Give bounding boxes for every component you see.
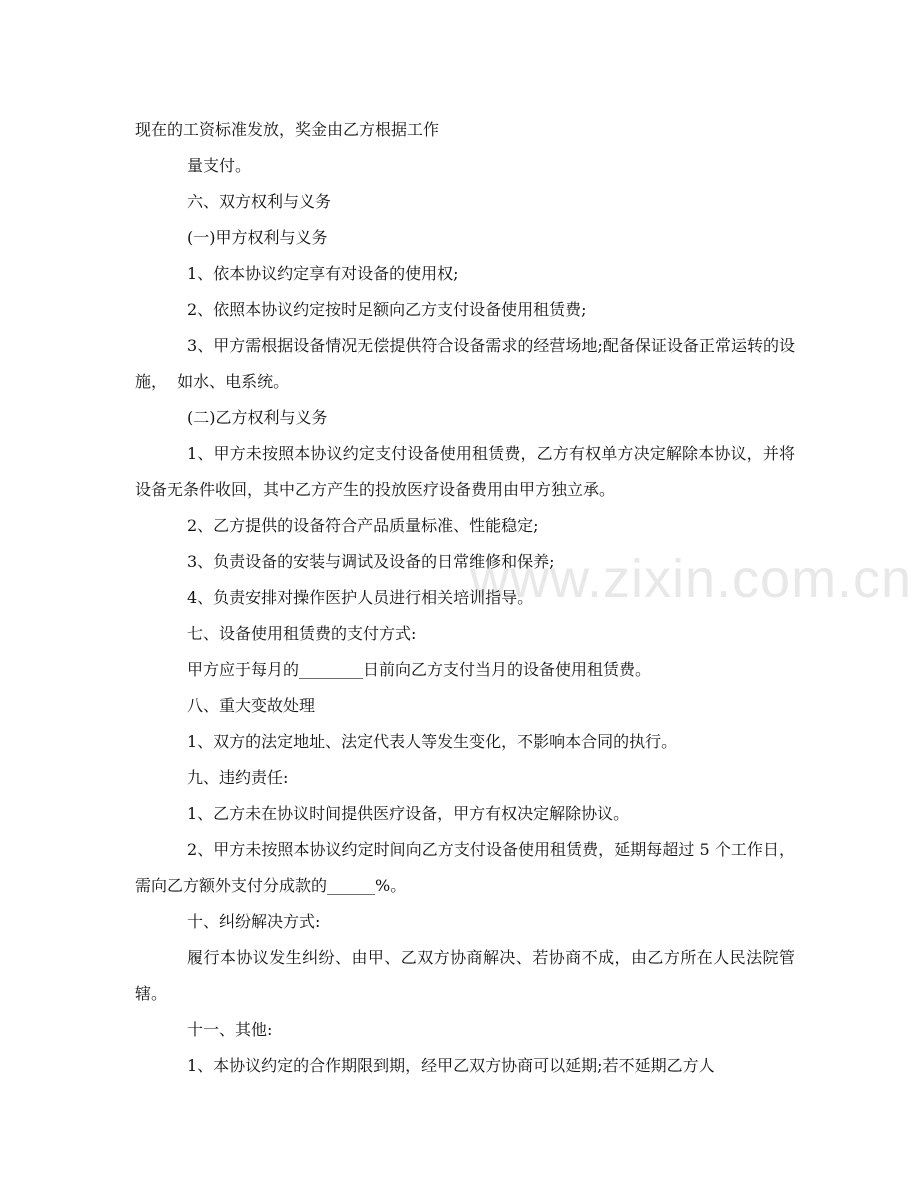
paragraph: 2、依照本协议约定按时足额向乙方支付设备使用租赁费; [187, 300, 587, 319]
paragraph: 1、依本协议约定享有对设备的使用权; [187, 264, 459, 283]
paragraph: 量支付。 [187, 156, 252, 175]
paragraph: 3、负责设备的安装与调试及设备的日常维修和保养; [187, 552, 555, 571]
paragraph: 1、双方的法定地址、法定代表人等发生变化，不影响本合同的执行。 [187, 732, 678, 751]
paragraph: 十、纠纷解决方式: [187, 912, 321, 931]
paragraph: 七、设备使用租赁费的支付方式: [187, 624, 417, 643]
paragraph: 甲方应于每月的________日前向乙方支付当月的设备使用租赁费。 [187, 660, 652, 679]
document-body [135, 112, 795, 1084]
paragraph: 十一、其他: [187, 1020, 273, 1039]
paragraph: 八、重大变故处理 [187, 696, 316, 715]
paragraph: 现在的工资标准发放，奖金由乙方根据工作 [135, 120, 440, 139]
paragraph: 3、甲方需根据设备情况无偿提供符合设备需求的经营场地;配备保证设备正常运转的设施， 如水、电系统。 [135, 336, 795, 391]
paragraph: 1、甲方未按照本协议约定支付设备使用租赁费，乙方有权单方决定解除本协议，并将设备无条件收回，其中乙方产生的投放医疗设备费用由甲方独立承。 [135, 444, 795, 499]
paragraph: 2、甲方未按照本协议约定时间向乙方支付设备使用租赁费，延期每超过 5 个工作日，需向乙方额外支付分成款的______%。 [135, 840, 795, 895]
paragraph: 履行本协议发生纠纷、由甲、乙双方协商解决、若协商不成，由乙方所在人民法院管辖。 [135, 948, 795, 1003]
paragraph: 1、本协议约定的合作期限到期，经甲乙双方协商可以延期;若不延期乙方人 [187, 1056, 715, 1075]
paragraph: 1、乙方未在协议时间提供医疗设备，甲方有权决定解除协议。 [187, 804, 630, 823]
paragraph: 六、双方权利与义务 [187, 192, 332, 211]
paragraph: 2、乙方提供的设备符合产品质量标准、性能稳定; [187, 516, 539, 535]
paragraph: (一)甲方权利与义务 [187, 228, 328, 247]
paragraph: 九、违约责任: [187, 768, 289, 787]
paragraph: 4、负责安排对操作医护人员进行相关培训指导。 [187, 588, 534, 607]
paragraph: (二)乙方权利与义务 [187, 408, 328, 427]
watermark: www.zixin.com.cn [470, 549, 913, 609]
